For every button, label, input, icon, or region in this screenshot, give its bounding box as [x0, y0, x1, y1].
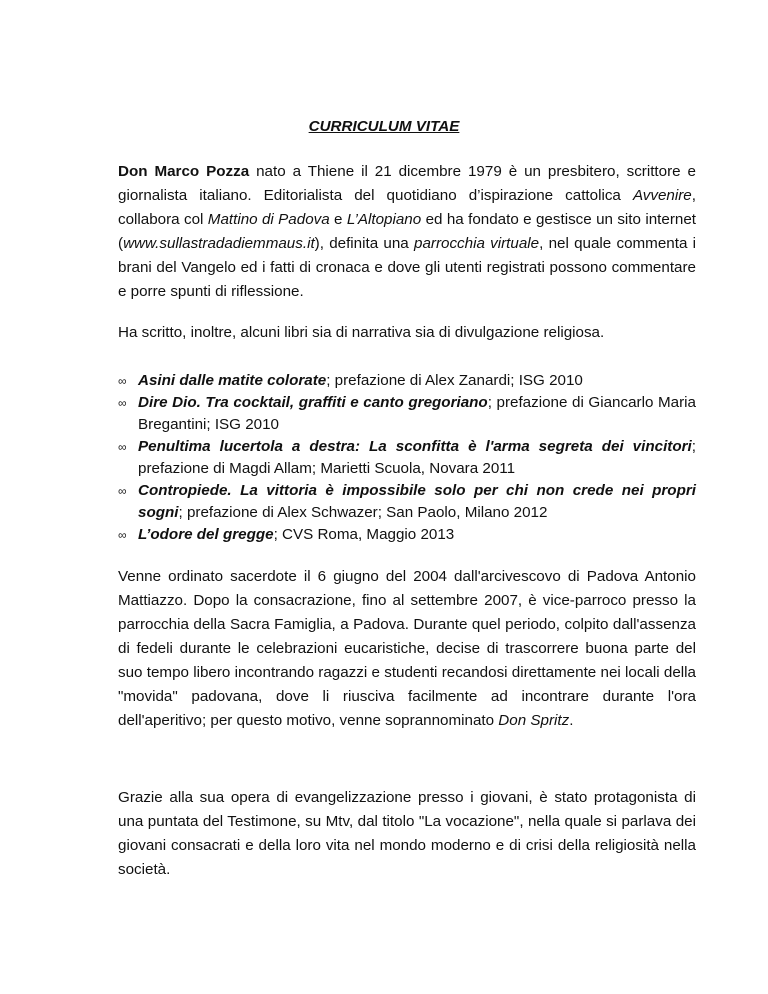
nickname: Don Spritz	[498, 712, 570, 729]
book-item	[118, 370, 696, 392]
book-title: Penultima lucertola a destra: La sconfitta è l'arma segreta dei vincitori	[138, 438, 692, 455]
author-name: Don Marco Pozza	[118, 163, 250, 180]
book-title: L’odore del gregge	[138, 526, 274, 543]
intro-text-6: , nel quale commenta i brani del Vangelo ed i fatti di cronaca e dove gli utenti registrati possono commentare e porre spunti di riflessione.	[118, 235, 697, 300]
book-title: Dire Dio. Tra cocktail, graffiti e canto gregoriano	[138, 394, 488, 411]
book-details: ; prefazione di Alex Schwazer; San Paolo, Milano 2012	[178, 504, 548, 521]
infinity-bullet-icon: ∞	[118, 396, 127, 410]
book-title: Asini dalle matite colorate	[138, 372, 327, 389]
ordination-text: Venne ordinato sacerdote il 6 giugno del 2004 dall'arcivescovo di Padova Antonio Mattiazzo. Dopo la consacrazione, fino al settembre 2007, è vice-parroco presso la parrocchia della Sacra Famiglia, a Padova. Durante quel periodo, colpito dall'assenza di fedeli durante le celebrazioni eucaristiche, decise di trascorrere buona parte del suo tempo libero incontrando ragazzi e studenti recandosi direttamente nei locali della "movida" padovana, dove li riusciva facilmente ad incontrare durante l'ora dell'aperitivo; per questo motivo, venne soprannominato	[118, 568, 696, 729]
website-url: www.sullastradadiemmaus.it	[123, 235, 315, 252]
newspaper-altopiano: L’Altopiano	[346, 211, 422, 228]
intro-text-4: ed ha fondato e gestisce un sito internet (	[118, 211, 697, 252]
intro-text-2: , collabora col	[118, 187, 696, 228]
book-item	[118, 392, 696, 436]
books-intro: Ha scritto, inoltre, alcuni libri sia di narrativa sia di divulgazione religiosa.	[118, 324, 605, 341]
book-details: ; CVS Roma, Maggio 2013	[273, 526, 455, 543]
infinity-bullet-icon: ∞	[118, 528, 127, 542]
book-item	[118, 436, 696, 480]
intro-text-1: nato a Thiene il 21 dicembre 1979 è un presbitero, scrittore e giornalista italiano. Editorialista del quotidiano d’ispirazione cattolica	[118, 163, 696, 204]
book-details: ; prefazione di Magdi Allam; Marietti Scuola, Novara 2011	[138, 438, 696, 477]
infinity-bullet-icon: ∞	[118, 440, 127, 454]
newspaper-avvenire: Avvenire	[632, 187, 692, 204]
infinity-bullet-icon: ∞	[118, 484, 127, 498]
book-item	[118, 480, 696, 524]
book-item	[118, 524, 696, 546]
document-title: CURRICULUM VITAE	[308, 118, 460, 135]
book-details: ; prefazione di Alex Zanardi; ISG 2010	[326, 372, 583, 389]
ordination-end: .	[569, 712, 574, 729]
virtual-parish-term: parrocchia virtuale	[414, 235, 540, 252]
ordination-paragraph	[118, 565, 696, 733]
intro-paragraph	[118, 160, 696, 304]
book-title: Contropiede. La vittoria è impossibile solo per chi non crede nei propri sogni	[138, 482, 696, 521]
book-details: ; prefazione di Giancarlo Maria Bregantini; ISG 2010	[138, 394, 696, 433]
books-list	[118, 370, 696, 546]
newspaper-mattino: Mattino di Padova	[207, 211, 330, 228]
mtv-paragraph: Grazie alla sua opera di evangelizzazione presso i giovani, è stato protagonista di una puntata del Testimone, su Mtv, dal titolo "La vocazione", nella quale si parlava dei giovani consacrati e della loro vita nel mondo moderno e di crisi della religiosità nella società.	[118, 789, 696, 878]
intro-text-3: e	[329, 211, 347, 228]
infinity-bullet-icon: ∞	[118, 374, 127, 388]
intro-text-5: ), definita una	[314, 235, 414, 252]
